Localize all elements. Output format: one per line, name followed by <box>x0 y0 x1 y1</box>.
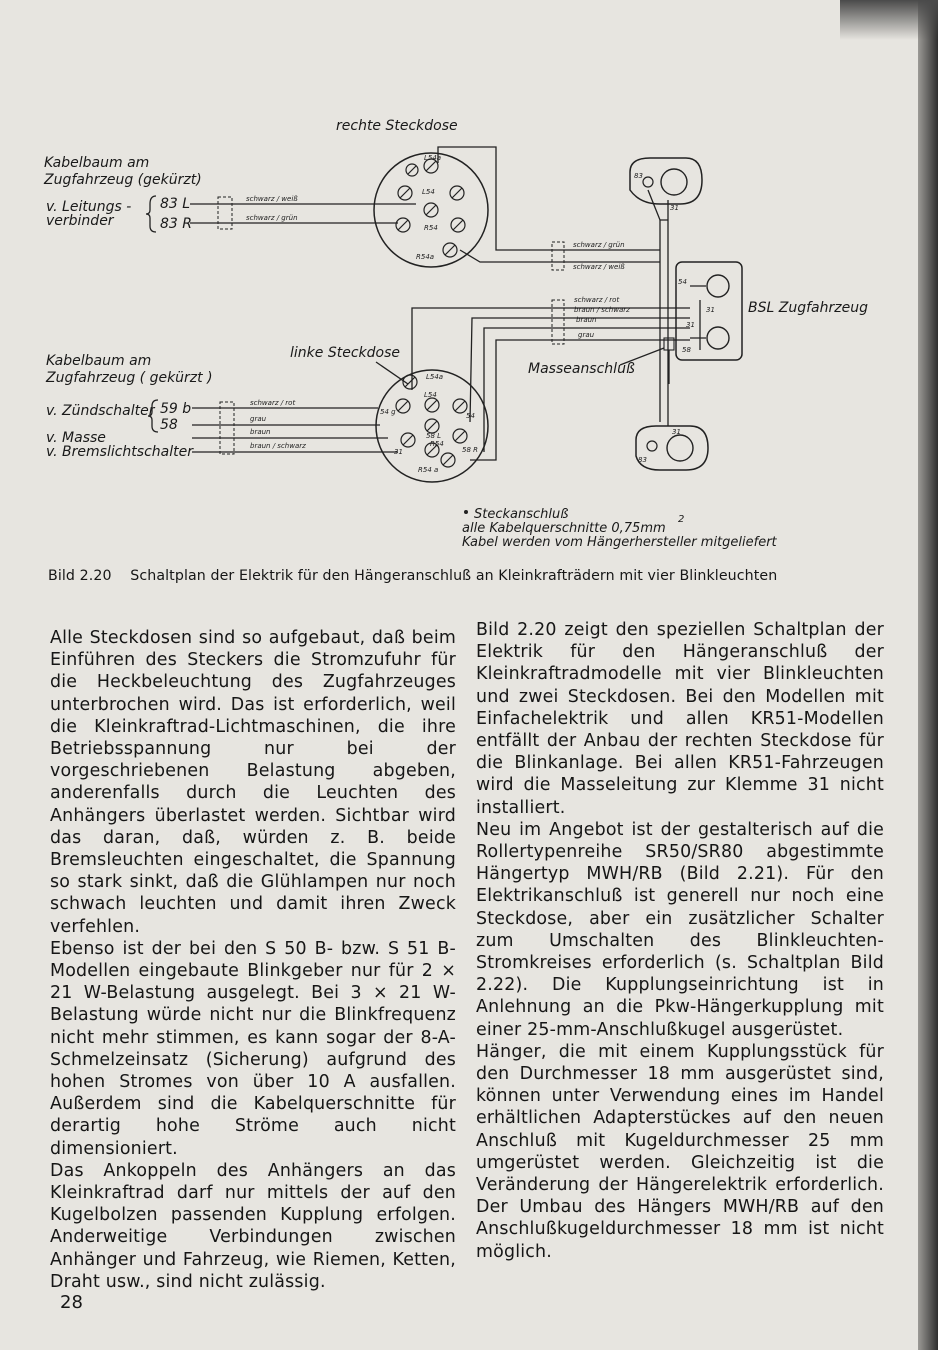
label-bremslicht: v. Bremslichtschalter <box>46 444 193 460</box>
brace-top <box>146 196 156 232</box>
bsl-term-58: 58 <box>682 346 691 354</box>
bl-wire-schwarz-rot: schwarz / rot <box>250 399 296 407</box>
page-corner-shadow <box>840 0 938 40</box>
bl-wire-braun: braun <box>250 428 271 436</box>
lamp-upper <box>630 158 702 220</box>
ls-pin-r54a: R54 a <box>418 466 439 474</box>
label-kabelbaum-bot-2: Zugfahrzeug ( gekürzt ) <box>46 370 213 386</box>
right-paragraph-3: Hänger, die mit einem Kupplungsstück für den Durchmesser 18 mm ausgerüstet sind, können unter Verwendung eines im Handel erhältlichen Adapterstückes auf den neuen Anschluß mit Kugeldurchmesser 25 mm umgerüstet werden. Gleichzeitig ist die Veränderung der Hängerelektrik erforderlich. Der Umbau des Hängers MWH/RB auf den Anschlußkugeldurchmesser 18 mm ist nicht möglich. <box>476 1041 884 1262</box>
right-socket <box>374 153 488 267</box>
ls-pin-54g: 54 g <box>380 408 396 416</box>
right-paragraph-2: Neu im Angebot ist der gestalterisch auf die Rollertypenreihe SR50/SR80 abgestimmte Hängertyp MWH/RB (Bild 2.21). Für den Elektrikanschluß ist generell nur noch eine Steckdose, aber ein zusätzlicher Schalter zum Umschalten des Blinkleuchten-Stromkreises erforderlich (s. Schaltplan Bild 2.22). Die Kupplungseinrichtung ist in Anlehnung an die Pkw-Hängerkupplung mit einer 25-mm-Anschlußkugel ausgerüstet. <box>476 819 884 1040</box>
left-column <box>50 627 456 1293</box>
rs-pin-r54a: R54a <box>416 253 435 261</box>
mid-wire-schwarz-gruen: schwarz / grün <box>573 241 625 249</box>
label-masse: Masseanschluß <box>528 361 635 377</box>
connector-mid <box>552 300 564 344</box>
term-83l: 83 L <box>160 196 191 212</box>
label-linke-steckdose: linke Steckdose <box>290 345 400 361</box>
label-bsl: BSL Zugfahrzeug <box>748 300 868 316</box>
wire-braun <box>484 328 690 452</box>
caption-text: Schaltplan der Elektrik für den Hängeranschluß an Kleinkrafträdern mit vier Blinkleuchten <box>130 568 778 584</box>
ls-pin-58r: 58 R <box>462 446 478 454</box>
ls-pin-58l: 58 L <box>426 432 442 440</box>
wire-label-schwarz-gruen: schwarz / grün <box>246 214 298 222</box>
page-number: 28 <box>60 1292 83 1313</box>
label-zuendschalter: v. Zündschalter <box>46 403 155 419</box>
lamp-upper-31: 31 <box>670 204 679 212</box>
ls-pin-r54: R54 <box>430 440 444 448</box>
lamp-upper-83: 83 <box>634 172 643 180</box>
label-v-leitungs-1: v. Leitungs - <box>46 199 132 215</box>
wiring-diagram <box>0 100 918 570</box>
rs-pin-l54: L54 <box>422 188 435 196</box>
bsl-term-31b: 31 <box>686 321 695 329</box>
lamp-lower-31: 31 <box>672 428 681 436</box>
wire-rs-l54a <box>438 147 660 250</box>
ls-pin-l54a: L54a <box>426 373 444 381</box>
left-paragraph-2: Ebenso ist der bei den S 50 B- bzw. S 51 B-Modellen eingebaute Blinkgeber nur für 2 × 21 W-Belastung ausgelegt. Bei 3 × 21 W-Belastung würde nicht nur die Blinkfrequenz nicht mehr stimmen, es kann sogar der 8-A-Schmelzeinsatz (Sicherung) aufgrund des hohen Stromes von über 10 A ausfallen. Außerdem sind die Kabelquerschnitte für derartig hohe Ströme auch nicht dimensioniert. <box>50 938 456 1159</box>
mid-wire-braun: braun <box>576 316 597 324</box>
rs-pin-l54a: L54a <box>424 154 442 162</box>
label-masse-left: v. Masse <box>46 430 106 446</box>
note-superscript: 2 <box>678 514 685 525</box>
label-kabelbaum-bot-1: Kabelbaum am <box>46 353 152 369</box>
note-kabel: Kabel werden vom Hängerhersteller mitgeliefert <box>462 535 777 550</box>
term-58: 58 <box>160 417 178 433</box>
page-edge-shadow <box>918 0 938 1350</box>
ls-pin-l54: L54 <box>424 391 437 399</box>
right-column <box>476 619 884 1263</box>
masse-pointer <box>620 348 664 365</box>
left-socket <box>376 370 488 482</box>
lamp-lower <box>636 400 708 470</box>
rs-pin-r54: R54 <box>424 224 438 232</box>
label-rechte-steckdose: rechte Steckdose <box>336 118 458 134</box>
bsl-term-31a: 31 <box>706 306 715 314</box>
connector-bottom <box>220 402 234 454</box>
wire-rs-r54a <box>460 250 660 262</box>
wire-schwarz-rot <box>412 308 690 390</box>
note-querschnitte: alle Kabelquerschnitte 0,75mm <box>462 521 666 536</box>
mid-wire-schwarz-rot: schwarz / rot <box>574 296 620 304</box>
lamp-lower-83: 83 <box>638 456 647 464</box>
left-paragraph-1: Alle Steckdosen sind so aufgebaut, daß beim Einführen des Steckers die Stromzufuhr für die Heckbeleuchtung des Zugfahrzeuges unterbrochen wird. Das ist erforderlich, weil die Kleinkraftrad-Lichtmaschinen, die ihre Betriebsspannung nur bei der vorgeschriebenen Belastung abgeben, anderenfalls durch die Leuchten des Anhängers überlastet werden. Sichtbar wird das daran, daß, würden z. B. beide Bremsleuchten eingeschaltet, die Spannung so stark sinkt, daß die Glühlampen nur noch schwach leuchten und damit ihren Zweck verfehlen. <box>50 628 456 937</box>
connector-top <box>218 197 232 229</box>
caption-number: Bild 2.20 <box>48 568 112 584</box>
note-bullet <box>464 510 468 514</box>
label-v-leitungs-2: verbinder <box>46 213 114 229</box>
mid-wire-grau: grau <box>578 331 595 339</box>
connector-mid-top <box>552 242 564 270</box>
figure-caption <box>48 568 908 584</box>
left-paragraph-3: Das Ankoppeln des Anhängers an das Kleinkraftrad darf nur mittels der auf den Kugelbolzen passenden Kupplung erfolgen. Anderweitige Verbindungen zwischen Anhänger und Fahrzeug, wie Riemen, Ketten, Draht usw., sind nicht zulässig. <box>50 1160 456 1292</box>
term-83r: 83 R <box>160 216 192 232</box>
bl-wire-braun-schwarz: braun / schwarz <box>250 442 306 450</box>
wire-grau <box>470 340 690 460</box>
ls-pin-31: 31 <box>394 448 403 456</box>
bsl-term-54: 54 <box>678 278 687 286</box>
note-steckanschluss: Steckanschluß <box>474 507 569 522</box>
ls-pin-54: 54 <box>466 412 475 420</box>
right-paragraph-1: Bild 2.20 zeigt den speziellen Schaltplan der Elektrik für den Hängeranschluß der Kleinkraftradmodelle mit vier Blinkleuchten und zwei Steckdosen. Bei den Modellen mit Einfachelektrik und allen KR51-Modellen entfällt der Anbau der rechten Steckdose für die Blinkanlage. Bei allen KR51-Fahrzeugen wird die Masseleitung zur Klemme 31 nicht installiert. <box>476 620 884 818</box>
bsl-unit <box>676 262 742 360</box>
bl-wire-grau: grau <box>250 415 267 423</box>
label-kabelbaum-top-2: Zugfahrzeug (gekürzt) <box>44 172 202 188</box>
mid-wire-schwarz-weiss: schwarz / weiß <box>573 263 625 271</box>
term-59b: 59 b <box>160 401 192 417</box>
mid-wire-braun-schwarz: braun / schwarz <box>574 306 630 314</box>
label-kabelbaum-top-1: Kabelbaum am <box>44 155 150 171</box>
wire-label-schwarz-weiss: schwarz / weiß <box>246 195 298 203</box>
